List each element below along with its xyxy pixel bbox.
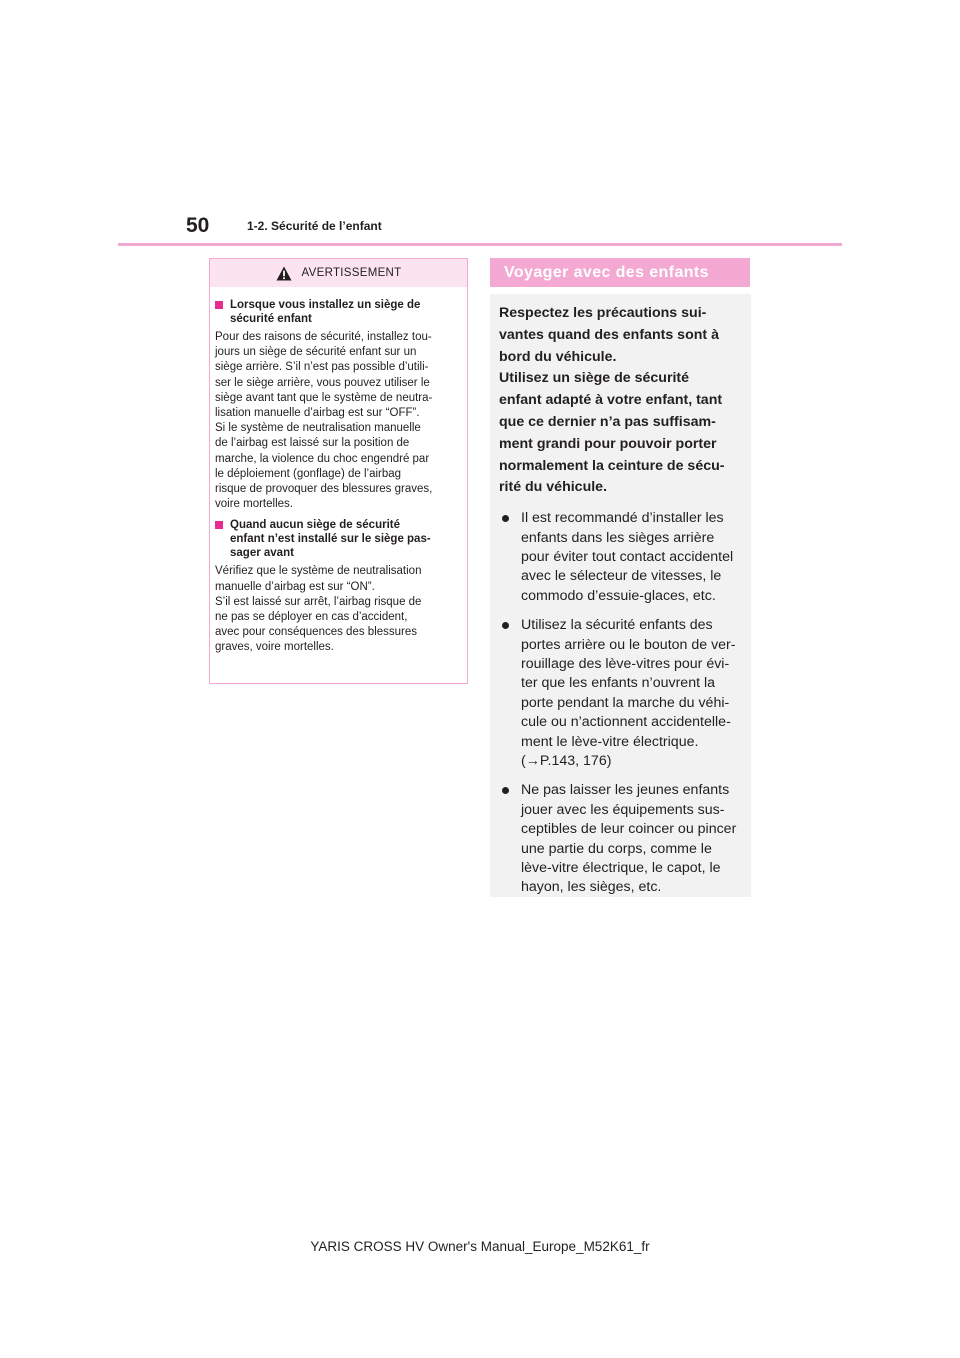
travel-panel: [490, 294, 751, 897]
bullet-dot-icon: [502, 515, 509, 522]
warning-item-text: Vérifiez que le système de neutralisation manuelle d’airbag est sur “ON”. S’il est laissé sur arrêt, l’airbag risque de ne pas se déployer en cas d’accident, avec pour conséquences des blessures graves, voire mortelles.: [215, 565, 422, 654]
warning-header: [210, 259, 467, 287]
warning-box: [209, 258, 468, 684]
warning-item-title: [215, 298, 461, 326]
page-number: 50: [186, 214, 210, 237]
list-item-text: Ne pas laisser les jeunes enfants jouer avec les équipements sus- ceptibles de leur coincer ou pincer une partie du corps, comme le lève-vitre électrique, le capot, le hayon, les sièges, etc.: [521, 782, 737, 896]
warning-body: [210, 287, 467, 656]
warning-triangle-icon: [276, 266, 292, 281]
intro-text: Respectez les précautions sui- vantes quand des enfants sont à bord du véhicule. Utilisez un siège de sécurité enfant adapté à votre enfant, tant que ce dernier n’a pas suffisam- ment grandi pour pouvoir porter normalement la ceinture de sécu- rité du véhicule.: [499, 305, 725, 496]
list-item: [499, 616, 743, 771]
square-bullet-icon: [215, 301, 223, 309]
section-title: Voyager avec des enfants: [490, 258, 750, 287]
warning-title: AVERTISSEMENT: [301, 267, 402, 279]
square-bullet-icon: [215, 521, 223, 529]
list-item: [499, 781, 743, 897]
section-header: 1-2. Sécurité de l’enfant: [247, 219, 382, 233]
list-item-text: Utilisez la sécurité enfants des portes arrière ou le bouton de ver- rouillage des lève-vitres pour évi- ter que les enfants n’ouvrent la porte pendant la marche du véhi- cule ou n’actionnent accidentelle- ment le lève-vitre électrique. (→P.143, 176): [521, 617, 736, 770]
warning-item-title: [215, 518, 461, 560]
warning-item-heading: Lorsque vous installez un siège de sécurité enfant: [230, 299, 421, 325]
list-item-text: Il est recommandé d’installer les enfants dans les sièges arrière pour éviter tout contact accidentel avec le sélecteur de vitesses, le commodo d’essuie-glaces, etc.: [521, 510, 734, 604]
list-item: [499, 509, 743, 606]
warning-item-heading: Quand aucun siège de sécurité enfant n’est installé sur le siège pas- sager avant: [230, 519, 431, 560]
bullet-dot-icon: [502, 787, 509, 794]
bullet-dot-icon: [502, 622, 509, 629]
warning-item-text: Pour des raisons de sécurité, installez tou- jours un siège de sécurité enfant sur un siège arrière. S’il n’est pas possible d’utili- ser le siège arrière, vous pouvez utiliser le siège avant tant que le système de neutra- lisation manuelle d’airbag est sur “OFF”. Si le système de neutralisation manuelle de l’airbag est laissé sur la position de marche, la violence du choc engendré par le déploiement (gonflage) de l’airbag risque de provoquer des blessures graves, voire mortelles.: [215, 331, 433, 511]
footer-text: YARIS CROSS HV Owner's Manual_Europe_M52K61_fr: [310, 1239, 650, 1254]
header-divider: [118, 243, 842, 246]
